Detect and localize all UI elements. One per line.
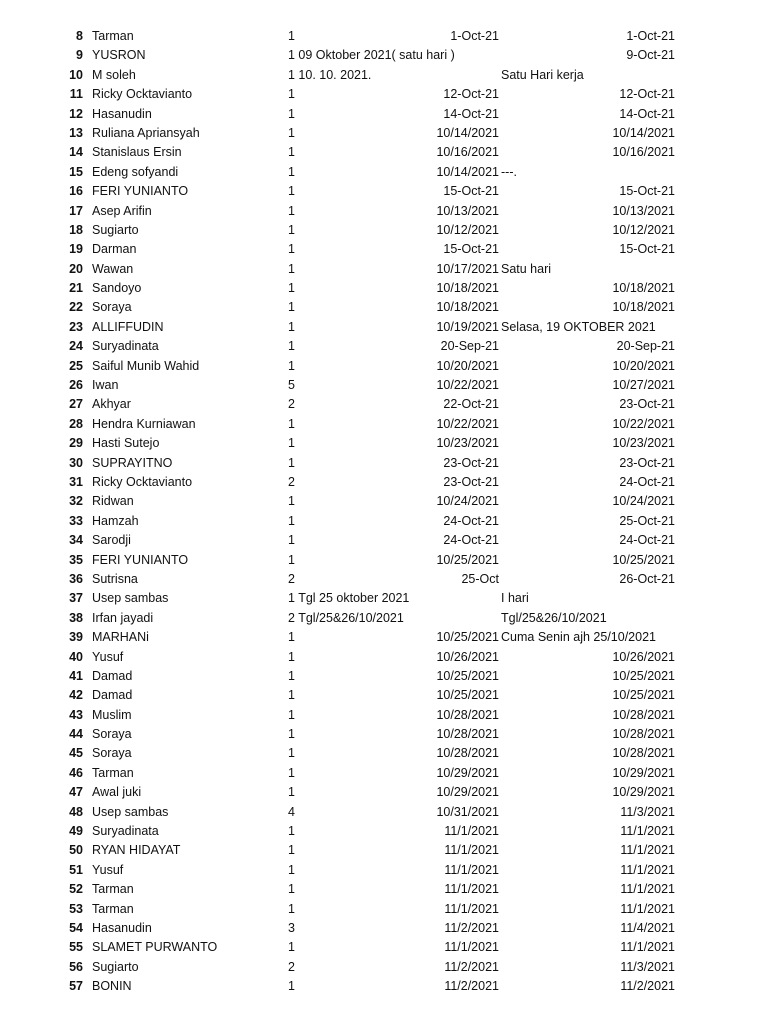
employee-name: Hasti Sutejo xyxy=(92,436,160,451)
row-number: 36 xyxy=(69,571,83,586)
start-date: 10/25/2021 xyxy=(436,552,499,567)
table-row xyxy=(0,686,768,705)
row-number: 46 xyxy=(69,765,83,780)
day-count: 1 xyxy=(288,688,295,703)
row-number: 23 xyxy=(69,319,83,334)
row-number: 55 xyxy=(69,940,83,955)
employee-name: Ricky Ocktavianto xyxy=(92,87,193,102)
day-count: 1 xyxy=(288,668,295,683)
table-row xyxy=(0,298,768,317)
table-row xyxy=(0,551,768,570)
table-row xyxy=(0,512,768,531)
start-date: 20-Sep-21 xyxy=(440,339,499,354)
day-count: 1 xyxy=(288,746,295,761)
employee-name: Suryadinata xyxy=(92,824,159,839)
start-date: 10/18/2021 xyxy=(436,281,499,296)
day-count: 1 xyxy=(288,630,295,645)
note-text: I hari xyxy=(501,591,529,606)
end-date: 11/4/2021 xyxy=(620,920,675,935)
employee-name: Hamzah xyxy=(92,513,139,528)
row-number: 39 xyxy=(69,630,83,645)
table-row xyxy=(0,880,768,899)
start-date: 10/29/2021 xyxy=(436,785,499,800)
day-count: 1 xyxy=(288,416,295,431)
table-row xyxy=(0,376,768,395)
start-date: 10/25/2021 xyxy=(436,630,499,645)
end-date: 10/22/2021 xyxy=(612,416,675,431)
employee-name: ALLIFFUDIN xyxy=(92,319,164,334)
row-number: 18 xyxy=(69,222,83,237)
table-row xyxy=(0,783,768,802)
employee-name: Ridwan xyxy=(92,494,134,509)
table-row xyxy=(0,589,768,608)
row-number: 56 xyxy=(69,959,83,974)
start-date: 22-Oct-21 xyxy=(443,397,499,412)
row-number: 29 xyxy=(69,436,83,451)
employee-name: Darman xyxy=(92,242,137,257)
start-date: 25-Oct xyxy=(461,571,499,586)
table-row xyxy=(0,841,768,860)
table-row xyxy=(0,163,768,182)
day-count: 1 xyxy=(288,455,295,470)
end-date: 11/1/2021 xyxy=(620,862,675,877)
table-row xyxy=(0,706,768,725)
end-date: 10/18/2021 xyxy=(612,300,675,315)
employee-name: Irfan jayadi xyxy=(92,610,154,625)
end-date: 10/29/2021 xyxy=(612,765,675,780)
employee-name: Iwan xyxy=(92,378,119,393)
row-number: 47 xyxy=(69,785,83,800)
row-number: 32 xyxy=(69,494,83,509)
day-count: 1 xyxy=(288,281,295,296)
employee-name: Sarodji xyxy=(92,533,131,548)
row-number: 21 xyxy=(69,281,83,296)
day-count: 1 xyxy=(288,727,295,742)
day-count: 1 xyxy=(288,358,295,373)
note-text: Cuma Senin ajh 25/10/2021 xyxy=(501,630,656,645)
end-date: 14-Oct-21 xyxy=(619,106,675,121)
employee-name: Ricky Ocktavianto xyxy=(92,474,193,489)
end-date: 11/1/2021 xyxy=(620,901,675,916)
start-date: 11/1/2021 xyxy=(444,824,499,839)
end-date: 10/28/2021 xyxy=(612,707,675,722)
note-text: ---. xyxy=(501,164,517,179)
row-number: 28 xyxy=(69,416,83,431)
start-date: 10/14/2021 xyxy=(436,125,499,140)
end-date: 1-Oct-21 xyxy=(626,29,675,43)
day-count: 1 xyxy=(288,765,295,780)
start-date: 11/2/2021 xyxy=(444,979,499,994)
day-count: 1 xyxy=(288,940,295,955)
end-date: 10/18/2021 xyxy=(612,281,675,296)
start-date: 12-Oct-21 xyxy=(443,87,499,102)
row-number: 35 xyxy=(69,552,83,567)
day-count: 1 xyxy=(288,707,295,722)
day-count: 1 xyxy=(288,339,295,354)
start-date: 15-Oct-21 xyxy=(443,184,499,199)
end-date: 26-Oct-21 xyxy=(619,571,675,586)
end-date: 10/27/2021 xyxy=(612,378,675,393)
day-count: 1 Tgl 25 oktober 2021 xyxy=(288,591,410,606)
row-number: 8 xyxy=(76,29,83,43)
employee-name: SUPRAYITNO xyxy=(92,455,173,470)
table-row xyxy=(0,124,768,143)
end-date: 10/20/2021 xyxy=(612,358,675,373)
employee-name: Tarman xyxy=(92,882,134,897)
employee-name: RYAN HIDAYAT xyxy=(92,843,181,858)
start-date: 10/19/2021 xyxy=(436,319,499,334)
start-date: 11/1/2021 xyxy=(444,882,499,897)
table-row xyxy=(0,182,768,201)
note-text: Tgl/25&26/10/2021 xyxy=(501,610,607,625)
end-date: 9-Oct-21 xyxy=(626,48,675,63)
row-number: 42 xyxy=(69,688,83,703)
row-number: 15 xyxy=(69,164,83,179)
day-count: 2 xyxy=(288,959,295,974)
employee-name: Tarman xyxy=(92,901,134,916)
start-date: 10/24/2021 xyxy=(436,494,499,509)
employee-name: Sugiarto xyxy=(92,959,139,974)
row-number: 26 xyxy=(69,378,83,393)
employee-name: Sugiarto xyxy=(92,222,139,237)
end-date: 15-Oct-21 xyxy=(619,184,675,199)
table-row xyxy=(0,46,768,65)
employee-name: Soraya xyxy=(92,746,132,761)
day-count: 1 xyxy=(288,649,295,664)
employee-name: Stanislaus Ersin xyxy=(92,145,182,160)
employee-name: Tarman xyxy=(92,29,134,43)
table-row xyxy=(0,415,768,434)
employee-name: Damad xyxy=(92,688,133,703)
day-count: 1 xyxy=(288,533,295,548)
start-date: 10/31/2021 xyxy=(436,804,499,819)
employee-name: Akhyar xyxy=(92,397,131,412)
row-number: 24 xyxy=(69,339,83,354)
start-date: 10/18/2021 xyxy=(436,300,499,315)
row-number: 38 xyxy=(69,610,83,625)
start-date: 1-Oct-21 xyxy=(450,29,499,43)
employee-name: Sandoyo xyxy=(92,281,142,296)
start-date: 10/13/2021 xyxy=(436,203,499,218)
table-row xyxy=(0,667,768,686)
start-date: 10/17/2021 xyxy=(436,261,499,276)
end-date: 10/24/2021 xyxy=(612,494,675,509)
row-number: 41 xyxy=(69,668,83,683)
day-count: 1 xyxy=(288,145,295,160)
employee-name: Edeng sofyandi xyxy=(92,164,179,179)
end-date: 11/1/2021 xyxy=(620,843,675,858)
start-date: 11/2/2021 xyxy=(444,920,499,935)
table-row xyxy=(0,648,768,667)
table-row xyxy=(0,764,768,783)
day-count: 1 xyxy=(288,862,295,877)
start-date: 15-Oct-21 xyxy=(443,242,499,257)
employee-name: Suryadinata xyxy=(92,339,159,354)
row-number: 30 xyxy=(69,455,83,470)
end-date: 10/12/2021 xyxy=(612,222,675,237)
end-date: 24-Oct-21 xyxy=(619,533,675,548)
table-row xyxy=(0,395,768,414)
row-number: 22 xyxy=(69,300,83,315)
table-row xyxy=(0,977,768,996)
start-date: 10/25/2021 xyxy=(436,688,499,703)
day-count: 1 xyxy=(288,494,295,509)
employee-name: Hendra Kurniawan xyxy=(92,416,196,431)
end-date: 10/26/2021 xyxy=(612,649,675,664)
end-date: 10/25/2021 xyxy=(612,552,675,567)
end-date: 12-Oct-21 xyxy=(619,87,675,102)
day-count: 1 xyxy=(288,203,295,218)
table-row xyxy=(0,492,768,511)
employee-name: SLAMET PURWANTO xyxy=(92,940,218,955)
day-count: 1 xyxy=(288,824,295,839)
start-date: 10/22/2021 xyxy=(436,416,499,431)
day-count: 1 xyxy=(288,184,295,199)
row-number: 43 xyxy=(69,707,83,722)
start-date: 10/12/2021 xyxy=(436,222,499,237)
start-date: 10/23/2021 xyxy=(436,436,499,451)
table-row xyxy=(0,279,768,298)
start-date: 23-Oct-21 xyxy=(443,455,499,470)
start-date: 10/16/2021 xyxy=(436,145,499,160)
day-count: 3 xyxy=(288,920,295,935)
note-text: Satu hari xyxy=(501,261,552,276)
end-date: 23-Oct-21 xyxy=(619,397,675,412)
table-row xyxy=(0,434,768,453)
row-number: 37 xyxy=(69,591,83,606)
row-number: 51 xyxy=(69,862,83,877)
start-date: 11/2/2021 xyxy=(444,959,499,974)
row-number: 16 xyxy=(69,184,83,199)
end-date: 10/25/2021 xyxy=(612,668,675,683)
table-row xyxy=(0,628,768,647)
table-row xyxy=(0,337,768,356)
day-count: 1 09 Oktober 2021( satu hari ) xyxy=(288,48,455,63)
table-row xyxy=(0,318,768,337)
employee-name: Usep sambas xyxy=(92,591,169,606)
table-row xyxy=(0,357,768,376)
start-date: 11/1/2021 xyxy=(444,901,499,916)
table-row xyxy=(0,900,768,919)
row-number: 54 xyxy=(69,920,83,935)
end-date: 10/29/2021 xyxy=(612,785,675,800)
row-number: 48 xyxy=(69,804,83,819)
table-row xyxy=(0,919,768,938)
start-date: 10/22/2021 xyxy=(436,378,499,393)
day-count: 5 xyxy=(288,378,295,393)
employee-name: BONIN xyxy=(92,979,132,994)
day-count: 1 xyxy=(288,222,295,237)
row-number: 40 xyxy=(69,649,83,664)
row-number: 31 xyxy=(69,474,83,489)
start-date: 10/28/2021 xyxy=(436,746,499,761)
row-number: 25 xyxy=(69,358,83,373)
day-count: 2 xyxy=(288,474,295,489)
row-number: 12 xyxy=(69,106,83,121)
row-number: 44 xyxy=(69,727,83,742)
employee-name: Soraya xyxy=(92,300,132,315)
end-date: 20-Sep-21 xyxy=(616,339,675,354)
row-number: 9 xyxy=(76,48,83,63)
row-number: 52 xyxy=(69,882,83,897)
end-date: 10/28/2021 xyxy=(612,727,675,742)
day-count: 1 xyxy=(288,882,295,897)
row-number: 49 xyxy=(69,824,83,839)
day-count: 1 xyxy=(288,843,295,858)
row-number: 17 xyxy=(69,203,83,218)
end-date: 15-Oct-21 xyxy=(619,242,675,257)
end-date: 25-Oct-21 xyxy=(619,513,675,528)
table-row xyxy=(0,143,768,162)
day-count: 1 xyxy=(288,513,295,528)
employee-name: Hasanudin xyxy=(92,920,152,935)
table-row xyxy=(0,803,768,822)
leave-table xyxy=(0,27,768,997)
day-count: 1 xyxy=(288,785,295,800)
start-date: 10/28/2021 xyxy=(436,727,499,742)
row-number: 34 xyxy=(69,533,83,548)
end-date: 10/23/2021 xyxy=(612,436,675,451)
day-count: 1 xyxy=(288,106,295,121)
row-number: 45 xyxy=(69,746,83,761)
table-row xyxy=(0,570,768,589)
end-date: 11/1/2021 xyxy=(620,882,675,897)
employee-name: Wawan xyxy=(92,261,134,276)
employee-name: YUSRON xyxy=(92,48,146,63)
day-count: 1 xyxy=(288,436,295,451)
table-row xyxy=(0,861,768,880)
start-date: 14-Oct-21 xyxy=(443,106,499,121)
row-number: 53 xyxy=(69,901,83,916)
end-date: 11/1/2021 xyxy=(620,824,675,839)
end-date: 10/28/2021 xyxy=(612,746,675,761)
employee-name: Saiful Munib Wahid xyxy=(92,358,200,373)
employee-name: Usep sambas xyxy=(92,804,169,819)
row-number: 27 xyxy=(69,397,83,412)
start-date: 24-Oct-21 xyxy=(443,513,499,528)
row-number: 11 xyxy=(69,87,83,102)
start-date: 11/1/2021 xyxy=(444,843,499,858)
day-count: 2 xyxy=(288,571,295,586)
day-count: 2 Tgl/25&26/10/2021 xyxy=(288,610,404,625)
row-number: 10 xyxy=(69,67,83,82)
day-count: 1 xyxy=(288,29,295,43)
row-number: 19 xyxy=(69,242,83,257)
day-count: 1 xyxy=(288,300,295,315)
start-date: 10/25/2021 xyxy=(436,668,499,683)
end-date: 10/16/2021 xyxy=(612,145,675,160)
end-date: 24-Oct-21 xyxy=(619,474,675,489)
table-row xyxy=(0,202,768,221)
day-count: 1 xyxy=(288,242,295,257)
employee-name: Damad xyxy=(92,668,133,683)
table-row xyxy=(0,822,768,841)
employee-name: Muslim xyxy=(92,707,132,722)
employee-name: MARHANi xyxy=(92,630,149,645)
table-row xyxy=(0,260,768,279)
day-count: 1 xyxy=(288,164,295,179)
employee-name: Tarman xyxy=(92,765,134,780)
table-row xyxy=(0,240,768,259)
table-row xyxy=(0,609,768,628)
employee-name: Ruliana Apriansyah xyxy=(92,125,200,140)
end-date: 10/25/2021 xyxy=(612,688,675,703)
table-row xyxy=(0,221,768,240)
table-row xyxy=(0,744,768,763)
employee-name: FERI YUNIANTO xyxy=(92,552,189,567)
employee-name: M soleh xyxy=(92,67,136,82)
employee-name: FERI YUNIANTO xyxy=(92,184,189,199)
employee-name: Asep Arifin xyxy=(92,203,152,218)
table-row xyxy=(0,473,768,492)
day-count: 1 xyxy=(288,87,295,102)
table-row xyxy=(0,85,768,104)
start-date: 10/20/2021 xyxy=(436,358,499,373)
start-date: 11/1/2021 xyxy=(444,862,499,877)
end-date: 11/3/2021 xyxy=(620,959,675,974)
note-text: Selasa, 19 OKTOBER 2021 xyxy=(501,319,656,334)
day-count: 1 xyxy=(288,979,295,994)
day-count: 2 xyxy=(288,397,295,412)
employee-name: Awal juki xyxy=(92,785,142,800)
day-count: 1 xyxy=(288,552,295,567)
table-row xyxy=(0,66,768,85)
start-date: 10/29/2021 xyxy=(436,765,499,780)
row-number: 20 xyxy=(69,261,83,276)
row-number: 14 xyxy=(69,145,83,160)
day-count: 1 xyxy=(288,125,295,140)
employee-name: Yusuf xyxy=(92,649,124,664)
employee-name: Soraya xyxy=(92,727,132,742)
start-date: 24-Oct-21 xyxy=(443,533,499,548)
table-row xyxy=(0,105,768,124)
day-count: 1 xyxy=(288,319,295,334)
table-row xyxy=(0,725,768,744)
row-number: 50 xyxy=(69,843,83,858)
start-date: 10/14/2021 xyxy=(436,164,499,179)
end-date: 11/1/2021 xyxy=(620,940,675,955)
employee-name: Yusuf xyxy=(92,862,124,877)
end-date: 23-Oct-21 xyxy=(619,455,675,470)
table-row xyxy=(0,531,768,550)
day-count: 1 xyxy=(288,901,295,916)
day-count: 1 10. 10. 2021. xyxy=(288,67,372,82)
employee-name: Hasanudin xyxy=(92,106,152,121)
table-row xyxy=(0,958,768,977)
end-date: 11/2/2021 xyxy=(620,979,675,994)
employee-name: Sutrisna xyxy=(92,571,138,586)
table-row xyxy=(0,454,768,473)
start-date: 10/28/2021 xyxy=(436,707,499,722)
day-count: 1 xyxy=(288,261,295,276)
end-date: 11/3/2021 xyxy=(620,804,675,819)
row-number: 57 xyxy=(69,979,83,994)
note-text: Satu Hari kerja xyxy=(501,67,584,82)
row-number: 33 xyxy=(69,513,83,528)
day-count: 4 xyxy=(288,804,295,819)
table-row xyxy=(0,938,768,957)
row-number: 13 xyxy=(69,125,83,140)
start-date: 11/1/2021 xyxy=(444,940,499,955)
table-row xyxy=(0,27,768,46)
end-date: 10/13/2021 xyxy=(612,203,675,218)
start-date: 10/26/2021 xyxy=(436,649,499,664)
start-date: 23-Oct-21 xyxy=(443,474,499,489)
end-date: 10/14/2021 xyxy=(612,125,675,140)
